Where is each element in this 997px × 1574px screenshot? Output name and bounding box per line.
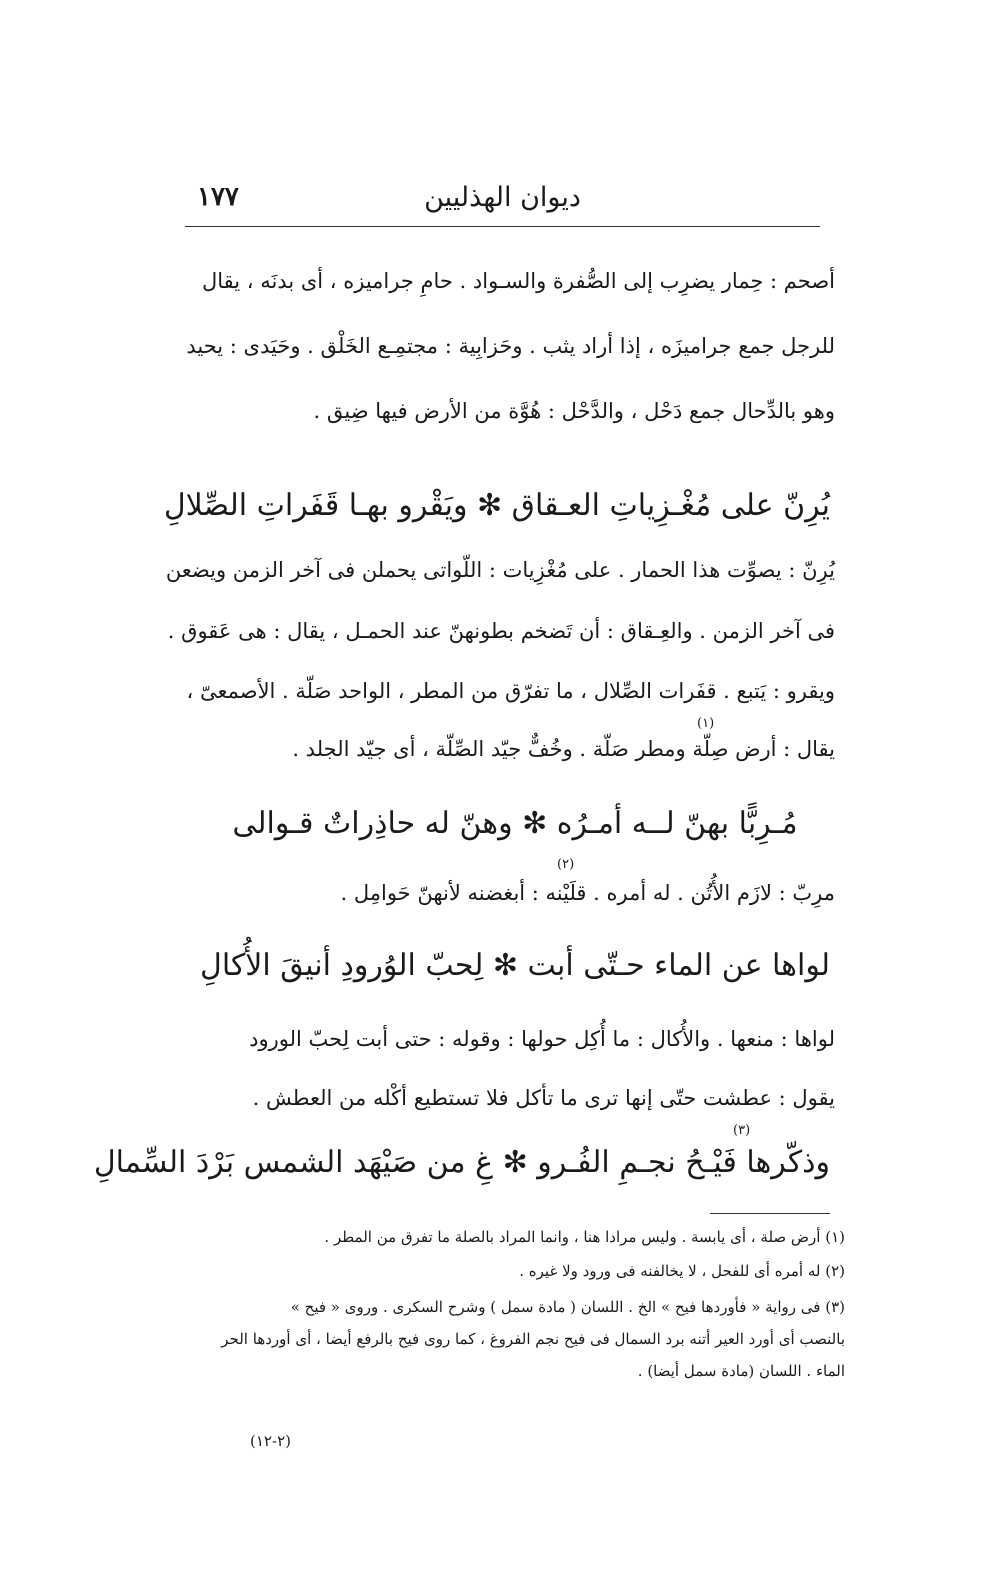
footnote-mark: (٢) [557,857,575,872]
footnote: (٣) فى رواية « فأوردها فيح » الخ . اللسان ( مادة سمل ) وشرح السكرى . وروى « فيح » [290,1298,845,1316]
paragraph-line: مرِبّ : لازَم الأُتُن . له أمره . قلَيْنه : أبغضنه لأنهنّ حَوامِل . [340,881,835,905]
header-rule [185,226,820,227]
footnote: (٢) له أمره أى للفحل ، لا يخالفنه فى ورود ولا غيره . [519,1262,845,1280]
paragraph-line: يقول : عطشت حتّى إنها ترى ما تأكل فلا تستطيع أكْله من العطش . [252,1086,835,1110]
paragraph-line: لواها : منعها . والأُكال : ما أُكِل حولها : وقوله : حتى أبت لِحبّ الورود [249,1027,835,1051]
signature-mark: (٢-١٢) [250,1432,291,1450]
paragraph-line: للرجل جمع جراميزَه ، إذا أراد يثب . وحَزابِية : مجتمِـع الخَلْق . وحَيَدى : يحيد [186,334,835,358]
verse-line: وذكّرها فَيْـحُ نجـمِ الفُـرو ✻ غِ من صَيْهَد الشمس بَرْدَ السِّمالِ [93,1145,830,1180]
verse-line: مُـرِبًّا بهنّ لــه أمـرُه ✻ وهنّ له حاذِراتٌ قـوالى [232,806,798,841]
footnote: بالنصب أى أورد العير أتنه برد السمال فى فيح نجم الفروغ ، كما روى فيح بالرفع أيضا ، أى أوردها الحر [221,1330,845,1348]
page-number: ١٧٧ [197,182,239,212]
footnote-rule [710,1213,830,1214]
paragraph-line: وهو بالدِّحال جمع دَحْل ، والدَّحْل : هُوَّة من الأرض فيها ضِيق . [313,399,835,423]
footnote-mark: (١) [697,716,715,731]
paragraph-line: فى آخر الزمن . والعِـقاق : أن تَضخم بطونهنّ عند الحمـل ، يقال : هى عَقوق . [167,619,835,643]
paragraph-line: يُرِنّ : يصوِّت هذا الحمار . على مُغْزِيات : اللّواتى يحملن فى آخر الزمن ويضعن [165,558,835,582]
footnote-mark: (٣) [733,1123,751,1138]
verse-line: لواها عن الماء حـتّى أبت ✻ لِحبّ الوُرودِ أنيقَ الأُكالِ [200,948,830,983]
page-header [185,182,820,222]
verse-line: يُرِنّ على مُغْـزِياتِ العـقاق ✻ ويَقْرو بهـا قَفَراتِ الصِّلالِ [163,488,830,523]
paragraph-line: أصحم : حِمار يضرِب إلى الصُّفرة والسـواد . حامِ جراميزه ، أى بدنَه ، يقال [201,269,835,293]
paragraph-line: يقال : أرض صِلّة ومطر صَلّة . وخُفٌّ جيّد الصِّلّة ، أى جيّد الجلد . [292,737,835,761]
footnote: الماء . اللسان (مادة سمل أيضا) . [637,1362,845,1380]
footnote: (١) أرض صلة ، أى يابسة . وليس مرادا هنا ، وانما المراد بالصلة ما تفرق من المطر . [324,1228,845,1246]
running-title: ديوان الهذليين [424,182,581,213]
paragraph-line: ويقرو : يَتبع . قفَرات الصِّلال ، ما تفرّق من المطر ، الواحد صَلّة . الأصمعىّ ، [186,679,835,703]
